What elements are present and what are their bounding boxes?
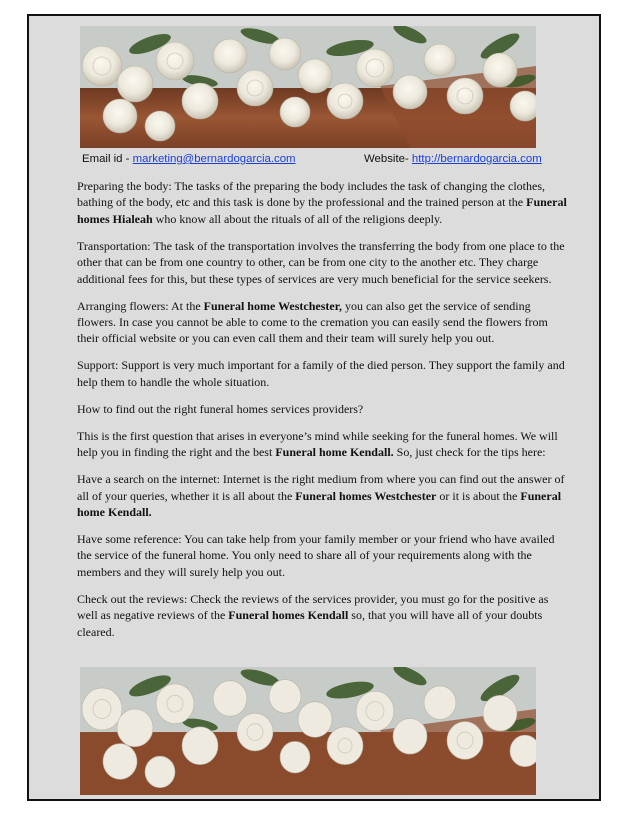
website-label: Website- xyxy=(364,153,412,165)
paragraph-reviews xyxy=(77,591,571,640)
text: This is the first question that arises in everyone’s mind while seeking for the funeral homes. We will help you in finding the right and the best xyxy=(77,428,558,460)
white-roses-on-casket-image xyxy=(80,667,536,795)
paragraph-support xyxy=(77,357,571,390)
website-link[interactable]: http://bernardogarcia.com xyxy=(411,153,542,165)
text: or it is about the xyxy=(436,488,521,503)
paragraph-arranging-flowers xyxy=(77,298,571,347)
text: so, that you will have all of your doubts cleared. xyxy=(77,608,543,639)
keyword-link-text: Funeral home Kendall. xyxy=(77,488,562,520)
text: Transportation: The task of the transportation involves the transferring the body from one place to the other that can be from one country to other, can be from one city to the another etc. They charge additional fees for this, but these types of services are very much beneficial for the service seekers. xyxy=(77,238,565,286)
paragraph-intro-tips xyxy=(77,428,571,461)
text: Have some reference: You can take help from your family member or your friend who have availed the service of the funeral home. You only need to share all of your requirements along with the members and they will surely help you out. xyxy=(77,532,555,579)
text: How to find out the right funeral homes services providers? xyxy=(77,401,364,416)
keyword-link-text: Funeral homes Kendall xyxy=(228,608,349,623)
website-info xyxy=(364,153,542,165)
email-link[interactable]: marketing@bernardogarcia.com xyxy=(132,153,296,165)
text: Arranging flowers: At the xyxy=(77,298,204,313)
white-roses-on-casket-image xyxy=(80,26,536,148)
email-info xyxy=(82,153,296,165)
paragraph-reference xyxy=(77,531,571,580)
paragraph-question xyxy=(77,401,571,417)
text: Check out the reviews: Check the reviews of the services provider, you must go for the positive as well as negative reviews of the xyxy=(77,591,549,623)
text: you can also get the service of sending flowers. In case you cannot be able to come to the cremation you can easily send the flowers from their official website or you can even call them and their team will surely help you out. xyxy=(77,298,548,346)
keyword-link-text: Funeral home Westchester, xyxy=(203,298,342,313)
keyword-link-text: Funeral homes Hialeah xyxy=(77,195,567,226)
paragraph-preparing-body xyxy=(77,178,571,227)
text: Preparing the body: The tasks of the preparing the body includes the task of changing the clothes, bathing of the body, etc and this task is done by the professional and the trained person at the xyxy=(77,179,545,210)
paragraph-search-internet xyxy=(77,471,571,520)
article-body xyxy=(77,178,571,651)
keyword-link-text: Funeral homes Westchester xyxy=(295,488,437,503)
email-label: Email id - xyxy=(82,153,133,165)
text: who know all about the rituals of all of the religions deeply. xyxy=(152,211,443,226)
paragraph-transportation xyxy=(77,238,571,287)
text: Have a search on the internet: Internet is the right medium from where you can find out the answer of all of your queries, whether it is all about the xyxy=(77,472,565,503)
keyword-link-text: Funeral home Kendall. xyxy=(275,445,394,460)
text: So, just check for the tips here: xyxy=(393,445,546,460)
text: Support: Support is very much important for a family of the died person. They support the family and help them to handle the whole situation. xyxy=(77,358,565,389)
